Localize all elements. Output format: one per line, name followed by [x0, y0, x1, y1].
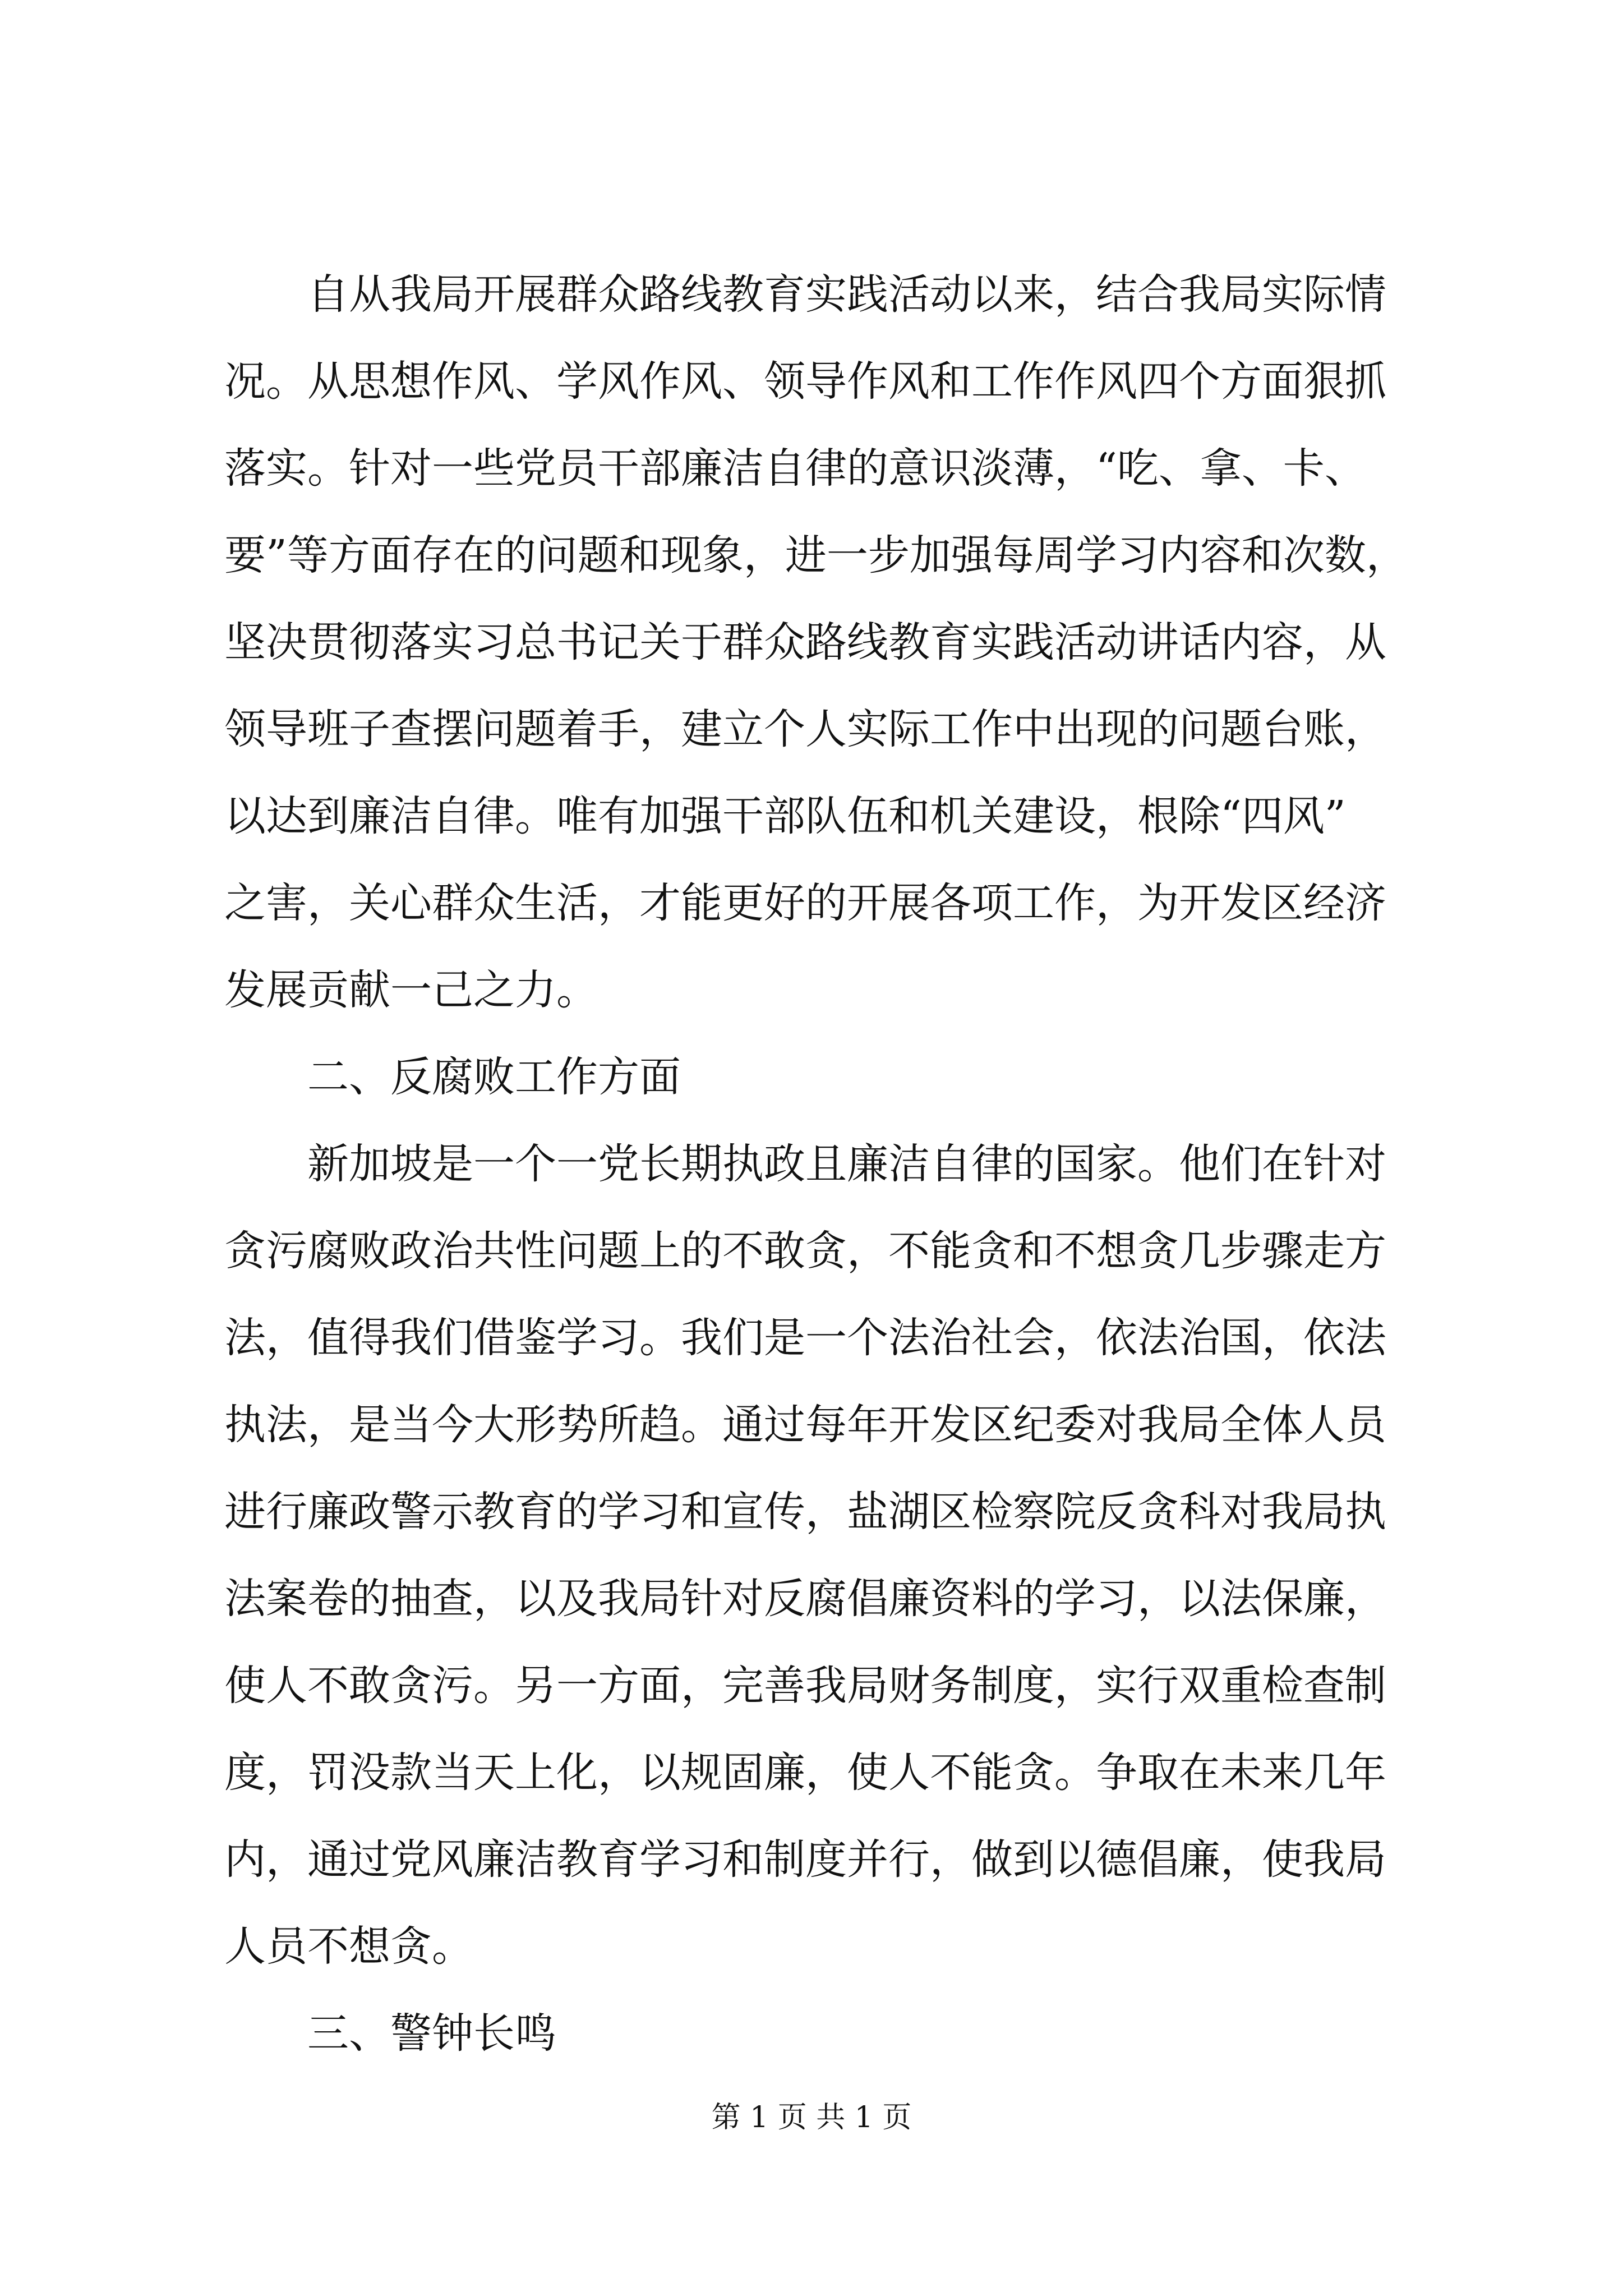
section-heading-2: 二、反腐败工作方面 [307, 1053, 681, 1101]
paragraph-1-line-4: 要”等方面存在的问题和现象，进一步加强每周学习内容和次数， [224, 531, 1408, 579]
page-number-footer: 第 1 页 共 1 页 [711, 2101, 912, 2134]
paragraph-2-line-10: 人员不想贪。 [224, 1922, 473, 1971]
section-heading-3: 三、警钟长鸣 [307, 2009, 556, 2058]
paragraph-1-line-9: 发展贡献一己之力。 [224, 966, 598, 1014]
paragraph-2-line-6: 法案卷的抽查，以及我局针对反腐倡廉资料的学习，以法保廉， [224, 1575, 1386, 1623]
paragraph-2-line-7: 使人不敢贪污。另一方面，完善我局财务制度，实行双重检查制 [224, 1662, 1386, 1710]
paragraph-1-line-2: 况。从思想作风、学风作风、领导作风和工作作风四个方面狠抓 [224, 357, 1386, 406]
paragraph-2-line-1: 新加坡是一个一党长期执政且廉洁自律的国家。他们在针对 [307, 1140, 1386, 1188]
paragraph-2-line-4: 执法，是当今大形势所趋。通过每年开发区纪委对我局全体人员 [224, 1401, 1386, 1449]
paragraph-2-line-5: 进行廉政警示教育的学习和宣传，盐湖区检察院反贪科对我局执 [224, 1488, 1386, 1536]
paragraph-1-line-7: 以达到廉洁自律。唯有加强干部队伍和机关建设，根除“四风” [224, 792, 1346, 840]
paragraph-2-line-9: 内，通过党风廉洁教育学习和制度并行，做到以德倡廉，使我局 [224, 1835, 1386, 1884]
paragraph-1-line-6: 领导班子查摆问题着手，建立个人实际工作中出现的问题台账， [224, 705, 1386, 753]
paragraph-1-line-1: 自从我局开展群众路线教育实践活动以来，结合我局实际情 [307, 270, 1386, 319]
paragraph-2-line-3: 法，值得我们借鉴学习。我们是一个法治社会，依法治国，依法 [224, 1314, 1386, 1362]
paragraph-1-line-5: 坚决贯彻落实习总书记关于群众路线教育实践活动讲话内容，从 [224, 618, 1386, 666]
paragraph-2-line-8: 度，罚没款当天上化，以规固廉，使人不能贪。争取在未来几年 [224, 1749, 1386, 1797]
paragraph-1-line-8: 之害，关心群众生活，才能更好的开展各项工作，为开发区经济 [224, 879, 1386, 927]
paragraph-1-line-3: 落实。针对一些党员干部廉洁自律的意识淡薄，“吃、拿、卡、 [224, 444, 1366, 493]
paragraph-2-line-2: 贪污腐败政治共性问题上的不敢贪，不能贪和不想贪几步骤走方 [224, 1227, 1386, 1275]
